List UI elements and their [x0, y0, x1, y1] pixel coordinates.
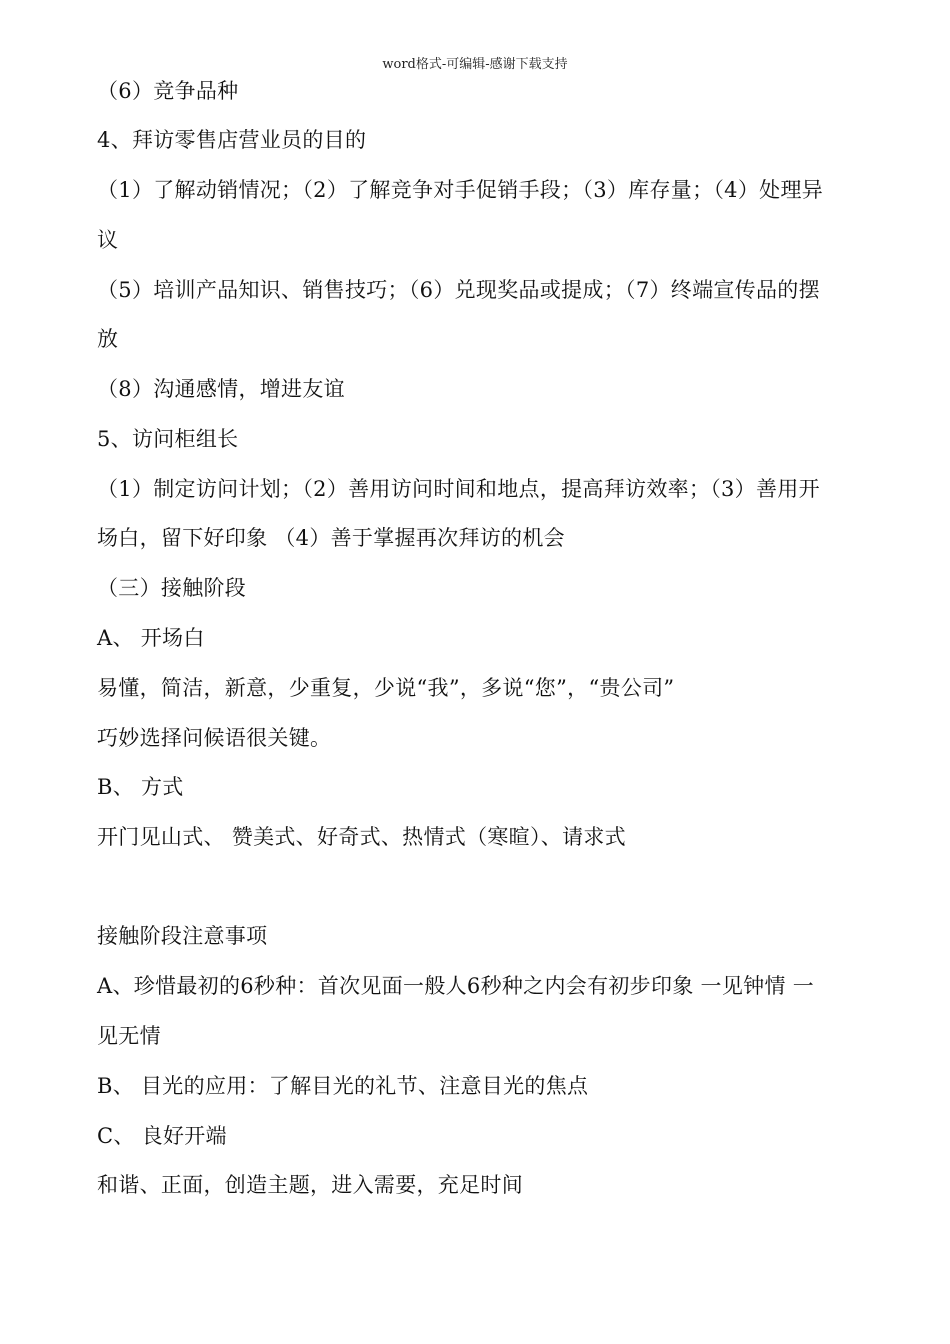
text-line: 场白，留下好印象 （4）善于掌握再次拜访的机会	[97, 526, 565, 550]
text-line: C、 良好开端	[97, 1124, 227, 1148]
text-line: A、珍惜最初的6秒种：首次见面一般人6秒种之内会有初步印象 一见钟情 一	[97, 974, 815, 998]
text-line: （1）制定访问计划；（2）善用访问时间和地点，提高拜访效率；（3）善用开	[97, 477, 820, 501]
text-line: （8）沟通感情，增进友谊	[97, 377, 345, 401]
text-line: （三）接触阶段	[97, 576, 247, 600]
text-line: A、 开场白	[97, 626, 205, 650]
text-line: 议	[97, 228, 119, 252]
text-line: 开门见山式、 赞美式、好奇式、热情式（寒暄）、请求式	[97, 825, 626, 849]
text-line: 和谐、正面，创造主题，进入需要，充足时间	[97, 1173, 523, 1197]
page-header: word格式-可编辑-感谢下载支持	[382, 57, 568, 72]
text-line: 巧妙选择问候语很关键。	[97, 726, 332, 750]
text-line: 4、拜访零售店营业员的目的	[97, 128, 367, 152]
text-line: （5）培训产品知识、销售技巧；（6）兑现奖品或提成；（7）终端宣传品的摆	[97, 278, 820, 302]
text-line: 见无情	[97, 1024, 161, 1048]
text-line: （6）竞争品种	[97, 79, 239, 103]
text-line: B、 目光的应用：了解目光的礼节、注意目光的焦点	[97, 1074, 589, 1098]
text-line: 接触阶段注意事项	[97, 924, 268, 948]
text-line: 易懂，简洁，新意，少重复，少说“我”，多说“您”，“贵公司”	[97, 676, 675, 700]
text-line: 5、访问柜组长	[97, 427, 239, 451]
text-line: 放	[97, 327, 119, 351]
text-line: （1）了解动销情况；（2）了解竞争对手促销手段；（3）库存量；（4）处理异	[97, 178, 824, 202]
text-line: B、 方式	[97, 775, 184, 799]
